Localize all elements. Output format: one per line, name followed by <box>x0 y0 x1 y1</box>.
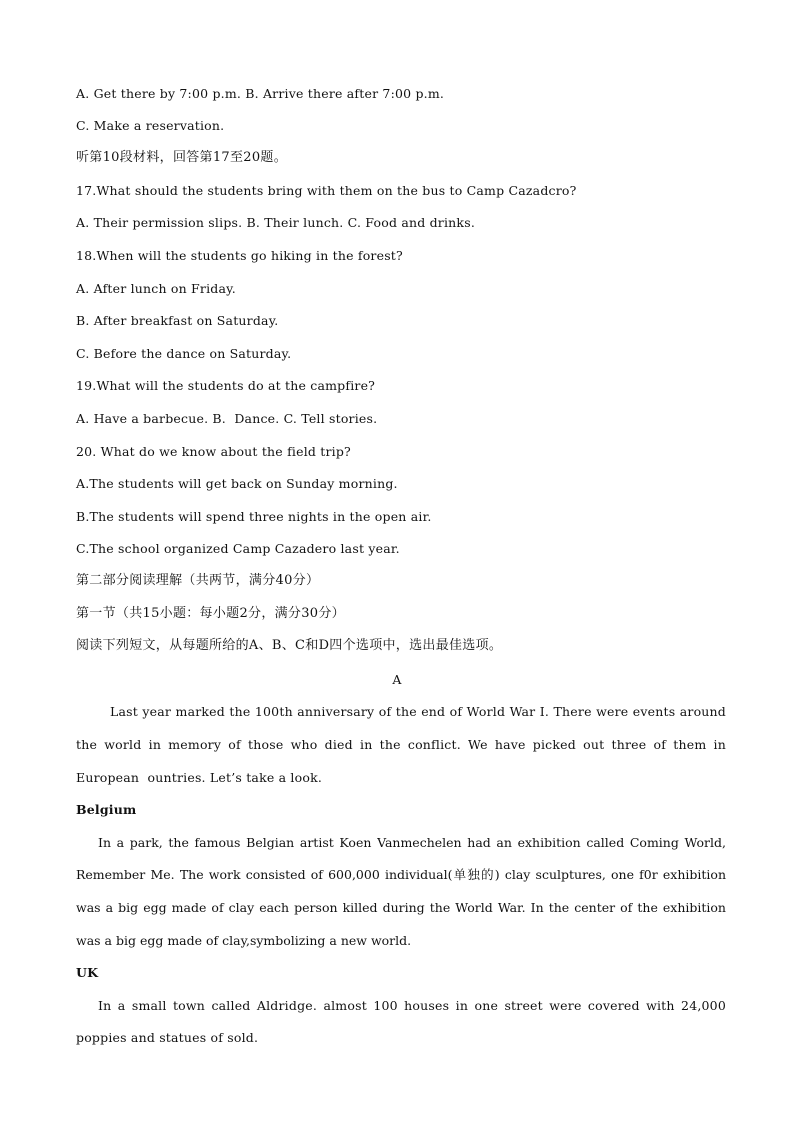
subheading-uk: UK <box>76 965 99 980</box>
passage-line: was a big egg made of clay,symbolizing a new world. <box>76 933 412 948</box>
passage-line: European ountries. Let’s take a look. <box>76 770 323 785</box>
option-18c: C. Before the dance on Saturday. <box>76 346 292 361</box>
option-18b: B. After breakfast on Saturday. <box>76 313 279 328</box>
question-20: 20. What do we know about the field trip? <box>76 444 351 459</box>
question-18: 18.When will the students go hiking in the forest? <box>76 248 403 263</box>
passage-line: Last year marked the 100th anniversary of the end of World War I. There were events around <box>110 704 726 719</box>
reading-instruction: 阅读下列短文，从每题所给的A、B、C和D四个选项中，选出最佳选项。 <box>76 638 503 653</box>
passage-line: the world in memory of those who died in the conflict. We have picked out three of them in <box>76 737 726 752</box>
passage-line: Remember Me. The work consisted of 600,000 individual(单独的) clay sculptures, one f0r exhibition <box>76 867 726 882</box>
passage-line: was a big egg made of clay each person killed during the World War. In the center of the exhibition <box>76 900 726 915</box>
question-17: 17.What should the students bring with them on the bus to Camp Cazadcro? <box>76 183 577 198</box>
option-20c: C.The school organized Camp Cazadero last year. <box>76 541 400 556</box>
question-19: 19.What will the students do at the campfire? <box>76 378 376 393</box>
options-17: A. Their permission slips. B. Their lunch. C. Food and drinks. <box>76 215 475 230</box>
section-one-heading: 第一节（共15小题：每小题2分，满分30分） <box>76 606 345 621</box>
passage-line: poppies and statues of sold. <box>76 1030 259 1045</box>
subheading-belgium: Belgium <box>76 802 137 817</box>
passage-line: In a park, the famous Belgian artist Koen Vanmechelen had an exhibition called Coming World, <box>98 835 726 850</box>
passage-line: In a small town called Aldridge. almost 100 houses in one street were covered with 24,000 <box>98 998 726 1013</box>
part-two-heading: 第二部分阅读理解（共两节，满分40分） <box>76 573 320 588</box>
option-18a: A. After lunch on Friday. <box>76 281 236 296</box>
options-19: A. Have a barbecue. B. Dance. C. Tell stories. <box>76 411 378 426</box>
section-instruction: 听第10段材料，回答第17至20题。 <box>76 150 288 165</box>
option-20a: A.The students will get back on Sunday morning. <box>76 476 398 491</box>
passage-label: A <box>392 672 402 687</box>
option-20b: B.The students will spend three nights in the open air. <box>76 509 432 524</box>
option-line-16c: C. Make a reservation. <box>76 118 225 133</box>
option-line-16ab: A. Get there by 7:00 p.m. B. Arrive there after 7:00 p.m. <box>76 86 445 101</box>
